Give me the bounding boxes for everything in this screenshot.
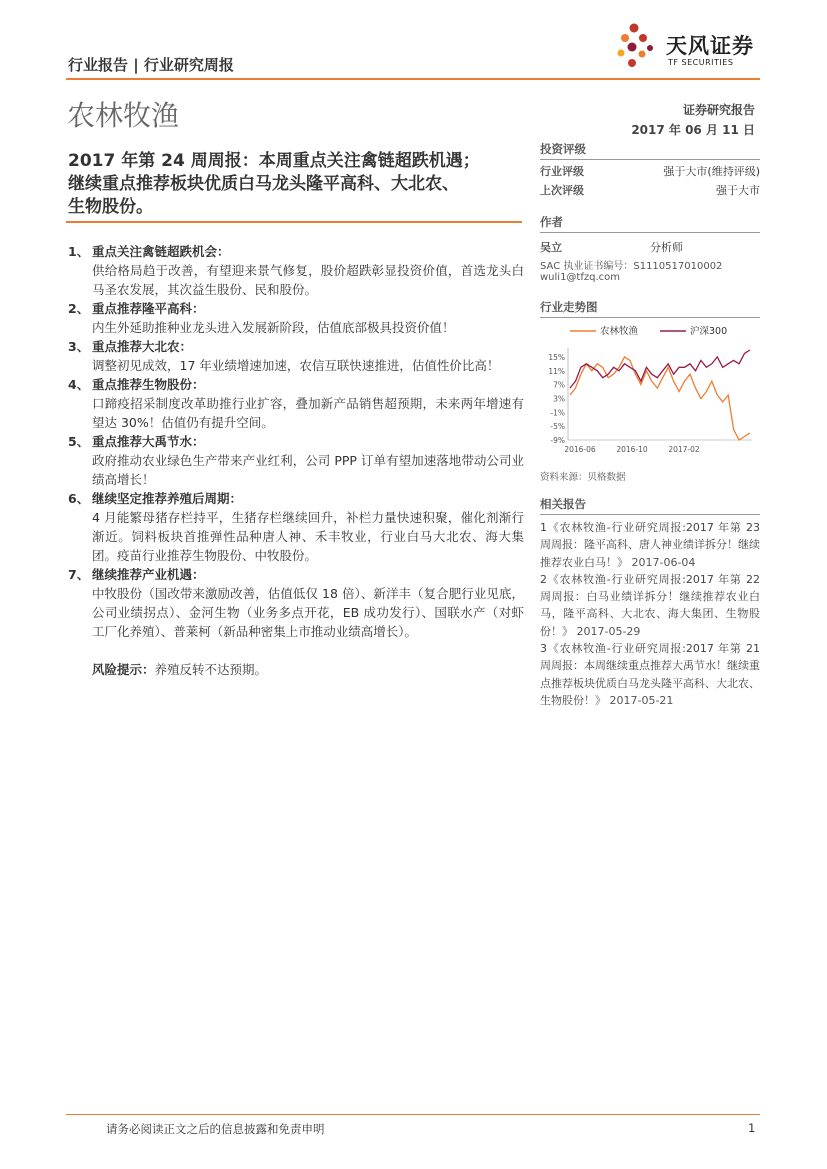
logo-dot [647, 45, 653, 51]
y-tick-label: 7% [553, 380, 565, 390]
author-sac: SAC 执业证书编号：S1110517010002 [540, 261, 723, 272]
rating-key: 上次评级 [540, 184, 584, 197]
author-heading: 作者 [540, 214, 760, 233]
item-heading: 重点推荐大禹节水： [92, 434, 205, 449]
related-report[interactable] [540, 519, 760, 571]
logo-dot [639, 51, 646, 58]
y-tick-label: -5% [550, 422, 565, 432]
related-report-title: 2《农林牧渔-行业研究周报:2017 年第 22 周周报：白马业绩详拆分！继续推荐农业白马，隆平高科、大北农、海大集团、生物股份！》 [540, 572, 760, 638]
related-panel [540, 496, 760, 709]
item-heading: 继续推荐产业机遇： [92, 567, 205, 582]
author-panel [540, 214, 760, 283]
legend-label: 农林牧渔 [600, 326, 639, 337]
title-line: 继续重点推荐板块优质白马龙头隆平高科、大北农、 [68, 174, 459, 194]
item-text: 口蹄疫招采制度改革助推行业扩容，叠加新产品销售超预期，未来两年增速有望达 30%！估值仍有提升空间。 [92, 396, 524, 430]
item-number: 6、 [68, 491, 90, 506]
rating-key: 行业评级 [540, 165, 584, 178]
summary-item [68, 432, 524, 489]
rating-panel [540, 141, 760, 200]
rating-value: 强于大市(维持评级) [663, 165, 760, 178]
legend-label: 沪深300 [690, 326, 728, 337]
report-title [68, 150, 530, 219]
related-report-date: 2017-05-29 [576, 624, 641, 638]
summary-item [68, 299, 524, 337]
footer-divider [66, 1114, 760, 1115]
related-report-date: 2017-05-21 [609, 693, 674, 707]
item-text: 中牧股份（国改带来激励改善，估值低仅 18 倍）、新洋丰（复合肥行业见底，公司业绩拐点）、金河生物（业务多点开花，EB 成功发行）、国联水产（对虾工厂化养殖）、普莱柯（新品种密集上市推动业绩高增长）。 [92, 586, 524, 639]
item-text: 供给格局趋于改善，有望迎来景气修复，股价超跌彰显投资价值，首选龙头白马圣农发展，其次益生股份、民和股份。 [92, 263, 524, 297]
item-heading: 重点推荐隆平高科： [92, 301, 205, 316]
x-tick-label: 2017-02 [668, 445, 700, 454]
chart-panel [540, 299, 760, 318]
item-number: 1、 [68, 244, 90, 259]
report-type: 证券研究报告 [682, 103, 755, 117]
report-summary [68, 242, 524, 679]
series-line [570, 357, 750, 440]
y-tick-label: 3% [553, 394, 565, 404]
logo-dot [621, 34, 629, 42]
related-report-date: 2017-06-04 [631, 555, 696, 569]
related-report-title: 1《农林牧渔-行业研究周报:2017 年第 23 周周报：隆平高科、唐人神业绩详拆分！继续推荐农业白马！》 [540, 521, 760, 569]
footer-disclaimer: 请务必阅读正文之后的信息披露和免责申明 [106, 1122, 325, 1136]
item-heading: 继续坚定推荐养殖后周期： [92, 491, 243, 506]
brand-name-en: TF SECURITIES [668, 58, 734, 67]
page-number: 1 [748, 1121, 756, 1135]
item-text: 4 月能繁母猪存栏持平，生猪存栏继续回升，补栏力量快速积聚，催化剂渐行渐近。饲料板块首推弹性品种唐人神、禾丰牧业，行业白马大北农、海大集团。疫苗行业推荐生物股份、中牧股份。 [92, 510, 524, 563]
x-tick-label: 2016-10 [616, 445, 648, 454]
logo-dot [628, 43, 637, 52]
chart-heading: 行业走势图 [540, 299, 760, 318]
related-heading: 相关报告 [540, 496, 760, 515]
item-number: 7、 [68, 567, 90, 582]
logo-dot [618, 50, 625, 57]
item-number: 2、 [68, 301, 90, 316]
rating-value: 强于大市 [716, 184, 760, 197]
industry-title: 农林牧渔 [67, 99, 180, 132]
industry-trend-chart [540, 320, 760, 460]
item-number: 4、 [68, 377, 90, 392]
author-role: 分析师 [650, 241, 683, 254]
x-tick-label: 2016-06 [564, 445, 596, 454]
breadcrumb: 行业报告 | 行业研究周报 [68, 56, 234, 74]
y-tick-label: 11% [548, 366, 565, 376]
logo-dot [639, 34, 647, 42]
item-number: 5、 [68, 434, 90, 449]
report-date: 2017 年 06 月 11 日 [631, 123, 755, 137]
y-tick-label: -1% [550, 408, 565, 418]
rating-row [540, 162, 760, 181]
risk-label: 风险提示： [92, 662, 155, 677]
summary-item [68, 375, 524, 432]
summary-item [68, 337, 524, 375]
summary-item [68, 565, 524, 641]
item-heading: 重点推荐大北农： [92, 339, 193, 354]
chart-source: 资料来源：贝格数据 [540, 472, 626, 483]
item-text: 政府推动农业绿色生产带来产业红利，公司 PPP 订单有望加速落地带动公司业绩高增长！ [92, 453, 524, 487]
rating-heading: 投资评级 [540, 141, 760, 160]
risk-text: 养殖反转不达预期。 [154, 662, 268, 677]
rating-row [540, 181, 760, 200]
logo-dot [630, 24, 639, 33]
title-line: 生物股份。 [68, 197, 153, 217]
item-text: 内生外延助推种业龙头进入发展新阶段，估值底部极具投资价值！ [92, 320, 455, 335]
related-report[interactable] [540, 640, 760, 709]
header-divider [66, 78, 760, 80]
y-tick-label: 15% [548, 352, 565, 362]
author-name: 吴立 [540, 241, 562, 254]
related-report[interactable] [540, 571, 760, 640]
title-line: 2017 年第 24 周周报：本周重点关注禽链超跌机遇； [68, 151, 480, 171]
summary-item [68, 242, 524, 299]
logo-dot [628, 59, 636, 67]
y-tick-label: -9% [550, 436, 565, 445]
title-divider [66, 221, 522, 223]
author-email[interactable]: wuli1@tfzq.com [540, 272, 621, 283]
summary-item [68, 489, 524, 565]
item-number: 3、 [68, 339, 90, 354]
item-heading: 重点关注禽链超跌机会： [92, 244, 230, 259]
related-report-title: 3《农林牧渔-行业研究周报:2017 年第 21 周周报：本周继续重点推荐大禹节水！继续重点推荐板块优质白马龙头隆平高科、大北农、生物股份！》 [540, 642, 760, 707]
item-heading: 重点推荐生物股份： [92, 377, 205, 392]
item-text: 调整初见成效，17 年业绩增速加速，农信互联快速推进，估值性价比高！ [92, 358, 500, 373]
risk-warning [68, 660, 524, 679]
brand-name-cn: 天风证券 [666, 34, 754, 58]
